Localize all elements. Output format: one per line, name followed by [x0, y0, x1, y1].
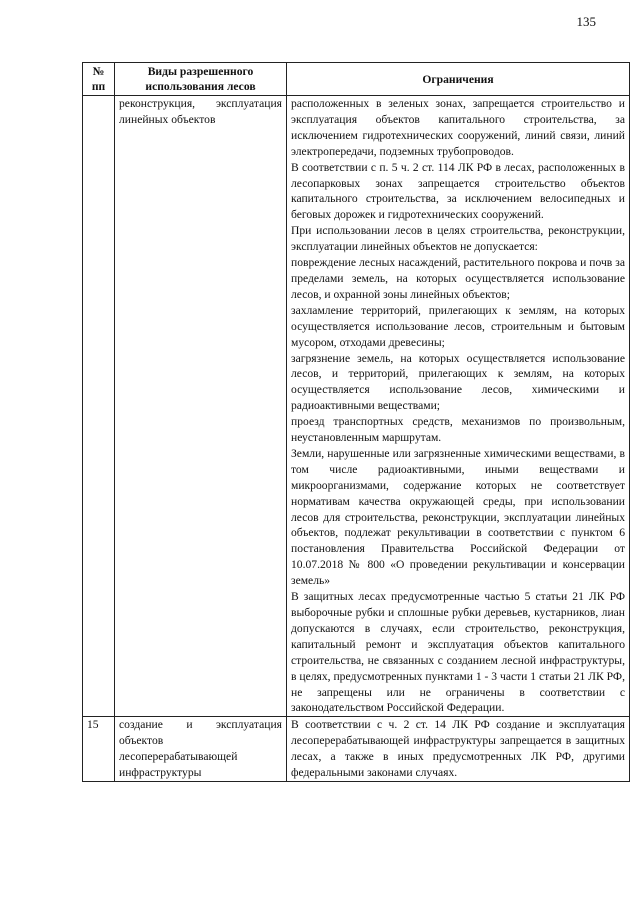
restriction-paragraph: загрязнение земель, на которых осуществляется использование лесов, и территорий, прилегающих к землям, на которых осуществляется использование лесов, химическими и радиоактивными веществами;	[291, 351, 625, 413]
restriction-paragraph: захламление территорий, прилегающих к землям, на которых осуществляется использование лесов, строительным и бытовым мусором, отходами древесины;	[291, 303, 625, 349]
restriction-paragraph: При использовании лесов в целях строительства, реконструкции, эксплуатации линейных объектов не допускается:	[291, 224, 625, 254]
restriction-paragraph: расположенных в зеленых зонах, запрещается строительство и эксплуатация объектов капитального строительства, за исключением гидротехнических сооружений, линий связи, линий электропередачи, подземных трубопроводов.	[291, 97, 625, 158]
header-number: № пп	[83, 63, 115, 96]
restriction-paragraph: проезд транспортных средств, механизмов по произвольным, неустановленным маршрутам.	[291, 415, 625, 445]
restriction-paragraph: В соответствии с п. 5 ч. 2 ст. 114 ЛК РФ в лесах, расположенных в лесопарковых зонах запрещается строительство объектов капитального строительства, за исключением велосипедных и беговых дорожек и гидротехнических сооружений.	[291, 160, 625, 222]
row-kind: создание и эксплуатация объектов лесоперерабатывающей инфраструктуры	[115, 717, 287, 782]
table-row	[83, 96, 630, 717]
restriction-paragraph: В соответствии с ч. 2 ст. 14 ЛК РФ создание и эксплуатация лесоперерабатывающей инфраструктуры запрещается в защитных лесах, а также в иных предусмотренных ЛК РФ, другими федеральными законами случаях.	[291, 718, 625, 780]
row-restrictions	[287, 96, 630, 717]
table-header-row	[83, 63, 630, 96]
header-kind: Виды разрешенного использования лесов	[115, 63, 287, 96]
table-row	[83, 717, 630, 782]
row-number	[83, 96, 115, 717]
restriction-paragraph: Земли, нарушенные или загрязненные химическими веществами, в том числе радиоактивными, иными веществами и микроорганизмами, содержание которых не соответствует нормативам качества окружающей среды, при использовании лесов для строительства, реконструкции, эксплуатации линейных объектов, подлежат рекультивации в соответствии с пунктом 6 постановления Правительства Российской Федерации от 10.07.2018 № 800 «О проведении рекультивации и консервации земель»	[291, 446, 625, 588]
row-kind: реконструкция, эксплуатация линейных объектов	[115, 96, 287, 717]
restriction-paragraph: повреждение лесных насаждений, растительного покрова и почв за пределами земель, на которых осуществляется использование лесов, и охранной зоны линейных объектов;	[291, 256, 625, 301]
header-restrictions: Ограничения	[287, 63, 630, 96]
restriction-paragraph: В защитных лесах предусмотренные частью 5 статьи 21 ЛК РФ выборочные рубки и сплошные рубки деревьев, кустарников, лиан допускаются в случаях, если строительство, реконструкция, капитальный ремонт и эксплуатация объектов капитального строительства, не связанных с созданием лесной инфраструктуры, в целях, предусмотренных пунктами 1 - 3 части 1 статьи 21 ЛК РФ, не запрещены или не ограничены в соответствии с законодательством Российской Федерации.	[291, 590, 625, 715]
row-restrictions	[287, 717, 630, 782]
row-number: 15	[83, 717, 115, 782]
page-number: 135	[576, 14, 596, 29]
restrictions-table	[82, 62, 630, 782]
